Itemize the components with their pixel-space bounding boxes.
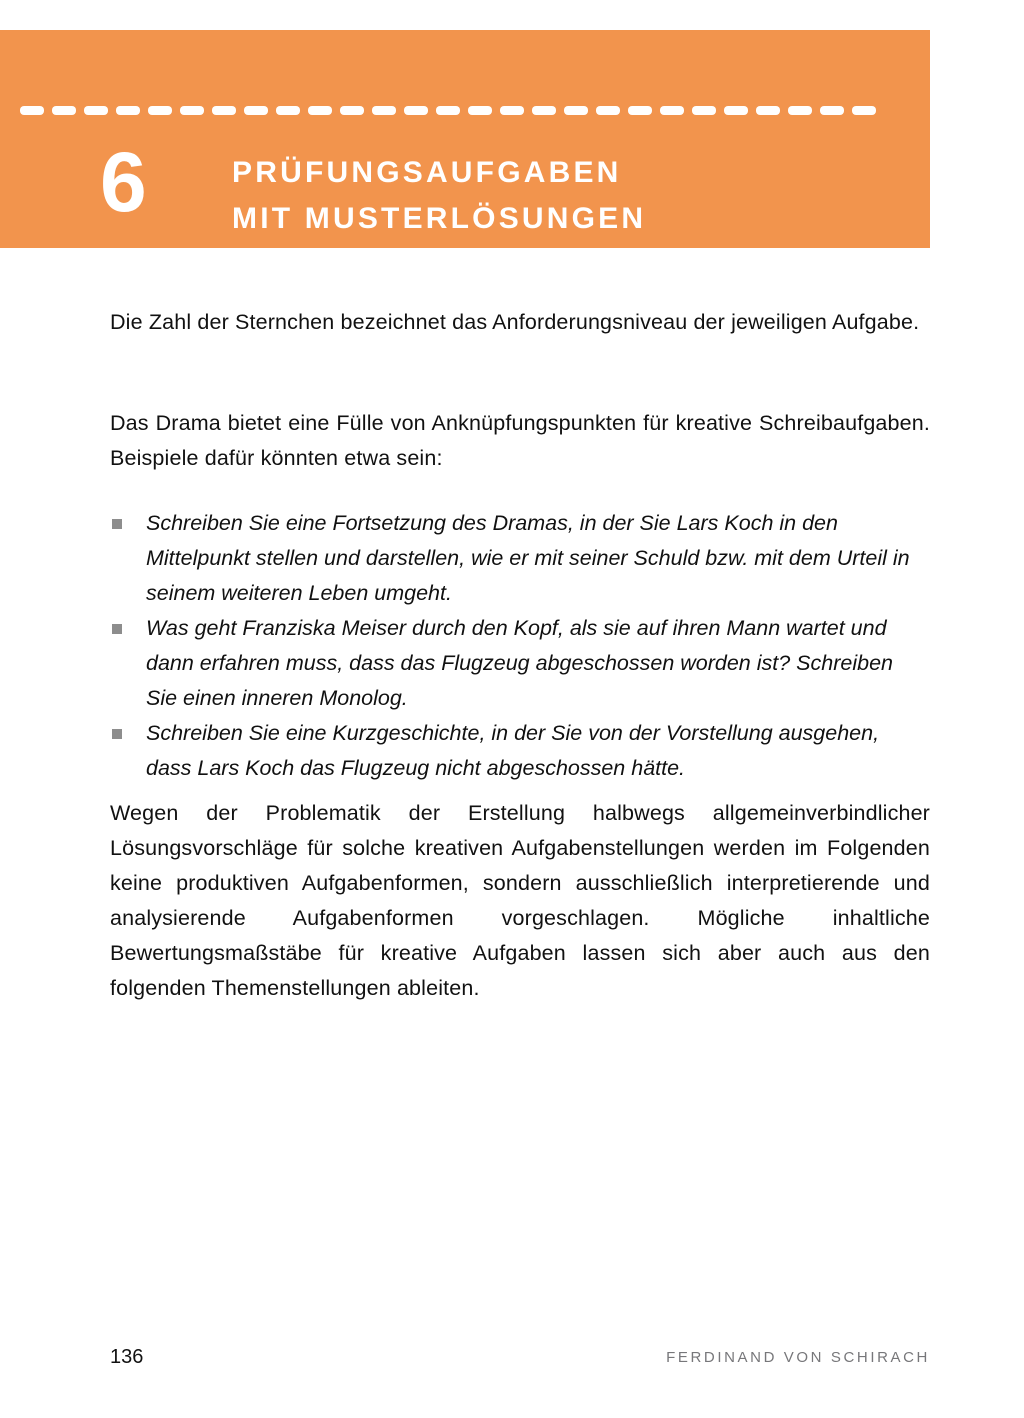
dash-segment bbox=[660, 106, 684, 115]
dash-segment bbox=[436, 106, 460, 115]
dash-segment bbox=[596, 106, 620, 115]
list-item bbox=[110, 716, 930, 786]
footer-author-name: FERDINAND VON SCHIRACH bbox=[666, 1349, 930, 1366]
closing-paragraph: Wegen der Problematik der Erstellung halbwegs allgemeinverbindlicher Lösungsvorschläge für solche kreativen Aufgabenstellungen werden im Folgenden keine produktiven Aufgabenformen, sondern ausschließlich interpretierende und analysierende Aufgabenformen vorgeschlagen. Mögliche inhaltliche Bewertungsmaßstäbe für kreative Aufgaben lassen sich aber auch aus den folgenden Themenstellungen ableiten. bbox=[110, 801, 930, 1000]
square-bullet-icon bbox=[112, 729, 122, 739]
spacer-after-intro bbox=[110, 340, 930, 406]
dash-segment bbox=[500, 106, 524, 115]
dash-segment bbox=[404, 106, 428, 115]
dash-segment bbox=[756, 106, 780, 115]
chapter-title-line-1: PRÜFUNGSAUFGABEN bbox=[232, 156, 622, 189]
dash-segment bbox=[788, 106, 812, 115]
dash-segment bbox=[148, 106, 172, 115]
dash-segment bbox=[340, 106, 364, 115]
dash-segment bbox=[276, 106, 300, 115]
page-number: 136 bbox=[110, 1346, 144, 1368]
dashed-rule-decoration bbox=[20, 106, 905, 115]
list-item-text: Was geht Franziska Meiser durch den Kopf, als sie auf ihren Mann wartet und dann erfahren muss, dass das Flugzeug abgeschossen worden ist? Schreiben Sie einen inneren Monolog. bbox=[146, 616, 893, 710]
list-item-text: Schreiben Sie eine Kurzgeschichte, in der Sie von der Vorstellung ausgehen, dass Lars Koch das Flugzeug nicht abgeschossen hätte. bbox=[146, 721, 880, 780]
spacer-before-list bbox=[110, 476, 930, 506]
dash-segment bbox=[308, 106, 332, 115]
dash-segment bbox=[468, 106, 492, 115]
list-item bbox=[110, 506, 930, 611]
creative-task-list bbox=[110, 506, 930, 786]
dash-segment bbox=[84, 106, 108, 115]
chapter-banner bbox=[0, 30, 930, 248]
intro-paragraph: Die Zahl der Sternchen bezeichnet das Anforderungsniveau der jeweiligen Aufgabe. bbox=[110, 310, 920, 334]
dash-segment bbox=[692, 106, 716, 115]
dash-segment bbox=[820, 106, 844, 115]
list-item-text: Schreiben Sie eine Fortsetzung des Dramas, in der Sie Lars Koch in den Mittelpunkt stellen und darstellen, wie er mit seiner Schuld bzw. mit dem Urteil in seinem weiteren Leben umgeht. bbox=[146, 511, 910, 605]
dash-segment bbox=[116, 106, 140, 115]
dash-segment bbox=[244, 106, 268, 115]
dash-segment bbox=[52, 106, 76, 115]
dash-segment bbox=[628, 106, 652, 115]
list-item bbox=[110, 611, 930, 716]
chapter-title bbox=[232, 150, 912, 242]
chapter-number: 6 bbox=[100, 135, 146, 229]
chapter-title-line-2: MIT MUSTERLÖSUNGEN bbox=[232, 202, 647, 235]
dash-segment bbox=[724, 106, 748, 115]
lead-paragraph: Das Drama bietet eine Fülle von Anknüpfungspunkten für kreative Schreibaufgaben. Beispiele dafür könnten etwa sein: bbox=[110, 411, 930, 470]
dash-segment bbox=[852, 106, 876, 115]
dash-segment bbox=[372, 106, 396, 115]
spacer-after-list bbox=[110, 786, 930, 796]
square-bullet-icon bbox=[112, 519, 122, 529]
dash-segment bbox=[180, 106, 204, 115]
dash-segment bbox=[532, 106, 556, 115]
page-content bbox=[110, 305, 930, 1006]
dash-segment bbox=[212, 106, 236, 115]
page-footer bbox=[110, 1344, 930, 1372]
square-bullet-icon bbox=[112, 624, 122, 634]
dash-segment bbox=[564, 106, 588, 115]
dash-segment bbox=[20, 106, 44, 115]
